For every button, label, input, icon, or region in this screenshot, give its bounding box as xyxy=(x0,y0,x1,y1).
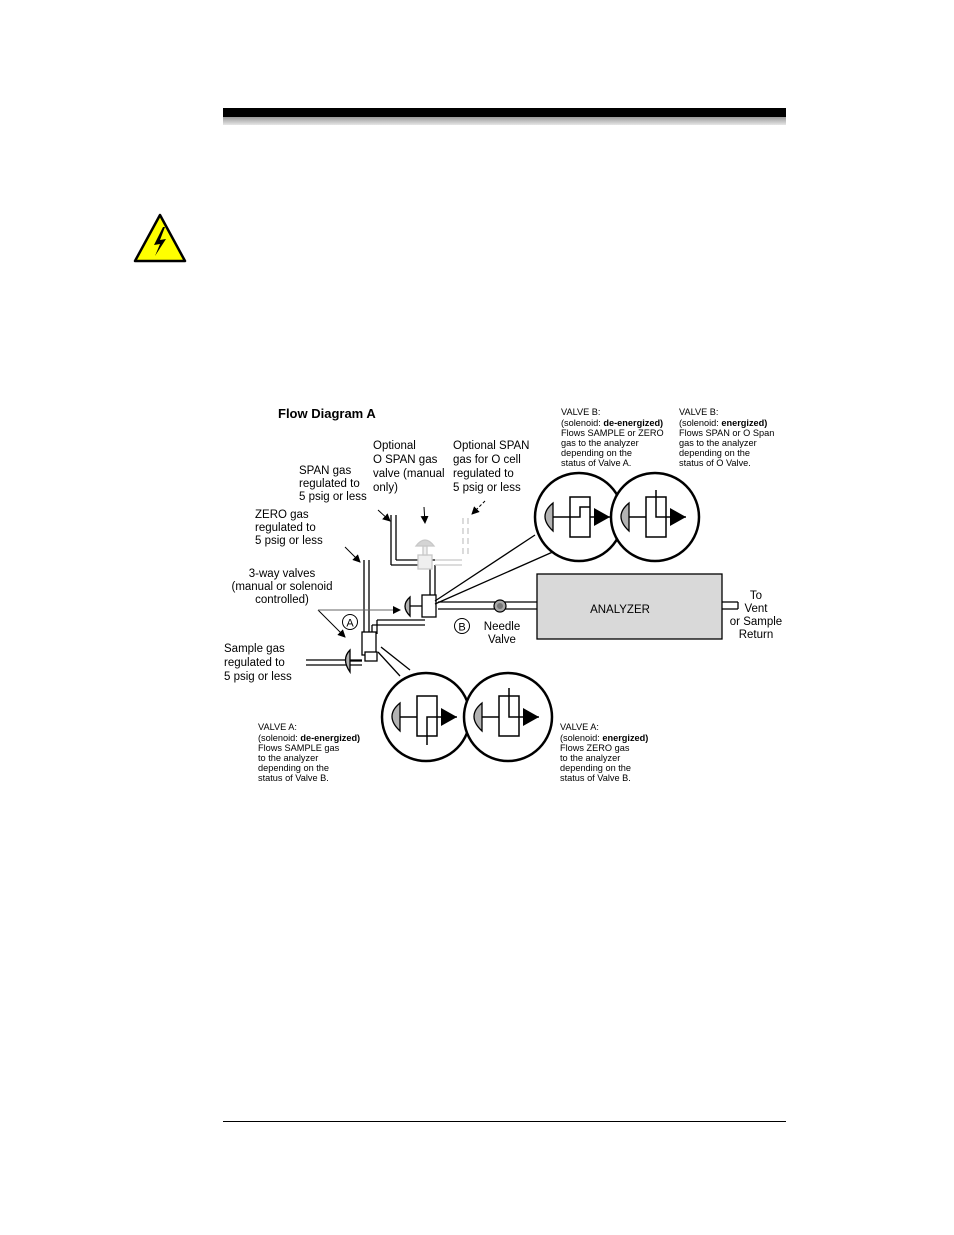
note-valve-b-deenergized-5: depending on the xyxy=(561,448,633,458)
note-valve-b-deenergized-4: gas to the analyzer xyxy=(561,438,639,448)
label-vent-2: Vent xyxy=(744,603,768,615)
label-vent-3: or Sample xyxy=(729,616,783,628)
note-valve-a-deenergized-1: VALVE A: xyxy=(258,722,297,732)
label-optional-span-1: Optional SPAN xyxy=(453,440,530,452)
note-valve-b-deenergized-1: VALVE B: xyxy=(561,407,601,417)
note-valve-a-deenergized-5: depending on the xyxy=(258,763,330,773)
optional-o2-valve xyxy=(416,518,468,569)
label-sample-gas-1: Sample gas xyxy=(224,643,285,655)
valve-b xyxy=(405,595,436,617)
label-sample-gas-2: regulated to xyxy=(224,657,285,669)
valve-b-energized-detail xyxy=(611,473,699,561)
note-valve-a-deenergized-4: to the analyzer xyxy=(258,753,319,763)
note-valve-a-deenergized-6: status of Valve B. xyxy=(258,773,329,783)
note-valve-b-deenergized-6: status of Valve A. xyxy=(561,458,632,468)
note-valve-a-energized-5: depending on the xyxy=(560,763,632,773)
note-valve-b-energized-6: status of O Valve. xyxy=(679,458,751,468)
note-valve-a-energized-1: VALVE A: xyxy=(560,722,599,732)
label-optional-o2-valve-4: only) xyxy=(373,482,398,494)
label-zero-gas-3: 5 psig or less xyxy=(255,535,323,547)
note-valve-b-deenergized-2: (solenoid: de-energized) xyxy=(561,418,664,428)
note-valve-b-energized-2: (solenoid: energized) xyxy=(679,418,768,428)
label-vent-1: To xyxy=(749,590,763,602)
label-optional-span-3: regulated to xyxy=(453,468,514,480)
note-valve-b-energized-4: gas to the analyzer xyxy=(679,438,757,448)
note-valve-a-energized-6: status of Valve B. xyxy=(560,773,631,783)
note-valve-a-deenergized-3: Flows SAMPLE gas xyxy=(258,743,340,753)
note-valve-a-energized-2: (solenoid: energized) xyxy=(560,733,649,743)
marker-b xyxy=(455,619,470,634)
diagram-title: Flow Diagram A xyxy=(278,406,376,421)
label-sample-gas-3: 5 psig or less xyxy=(224,671,292,683)
label-optional-o2-valve-1: Optional xyxy=(373,440,416,452)
label-span-gas-3: 5 psig or less xyxy=(299,491,367,503)
label-zero-gas-1: ZERO gas xyxy=(255,509,309,521)
svg-text:ANALYZER: ANALYZER xyxy=(590,604,650,616)
label-vent-4: Return xyxy=(738,629,774,641)
svg-text:A: A xyxy=(346,617,354,630)
note-valve-b-energized-3: Flows SPAN or O Span xyxy=(679,428,775,438)
label-span-gas-2: regulated to xyxy=(299,478,360,490)
note-valve-b-energized-5: depending on the xyxy=(679,448,751,458)
electrical-hazard-icon xyxy=(133,213,187,263)
note-valve-a-energized-3: Flows ZERO gas xyxy=(560,743,630,753)
valve-a xyxy=(346,632,378,672)
header-bar xyxy=(223,108,786,117)
valve-a-energized-detail xyxy=(464,673,552,761)
note-valve-b-energized-1: VALVE B: xyxy=(679,407,719,417)
label-needle-1: Needle xyxy=(483,621,521,633)
label-3way-3: controlled) xyxy=(255,594,309,606)
label-needle-2: Valve xyxy=(488,634,516,646)
svg-text:B: B xyxy=(458,621,466,634)
label-zero-gas-2: regulated to xyxy=(255,522,316,534)
header-gradient-bar xyxy=(223,117,786,125)
label-optional-o2-valve-3: valve (manual xyxy=(373,468,445,480)
valve-a-deenergized-detail xyxy=(382,673,470,761)
needle-valve xyxy=(494,600,506,612)
label-3way-2: (manual or solenoid xyxy=(231,581,333,593)
label-3way-1: 3-way valves xyxy=(248,568,316,580)
note-valve-b-deenergized-3: Flows SAMPLE or ZERO xyxy=(561,428,664,438)
analyzer xyxy=(537,574,722,639)
label-optional-o2-valve-2: O SPAN gas xyxy=(373,454,438,466)
note-valve-a-energized-4: to the analyzer xyxy=(560,753,621,763)
label-optional-span-4: 5 psig or less xyxy=(453,482,521,494)
label-optional-span-2: gas for O cell xyxy=(453,454,521,466)
footer-rule xyxy=(223,1121,786,1122)
label-span-gas-1: SPAN gas xyxy=(299,465,352,477)
note-valve-a-deenergized-2: (solenoid: de-energized) xyxy=(258,733,361,743)
flow-diagram xyxy=(210,390,800,790)
marker-a xyxy=(343,615,358,630)
